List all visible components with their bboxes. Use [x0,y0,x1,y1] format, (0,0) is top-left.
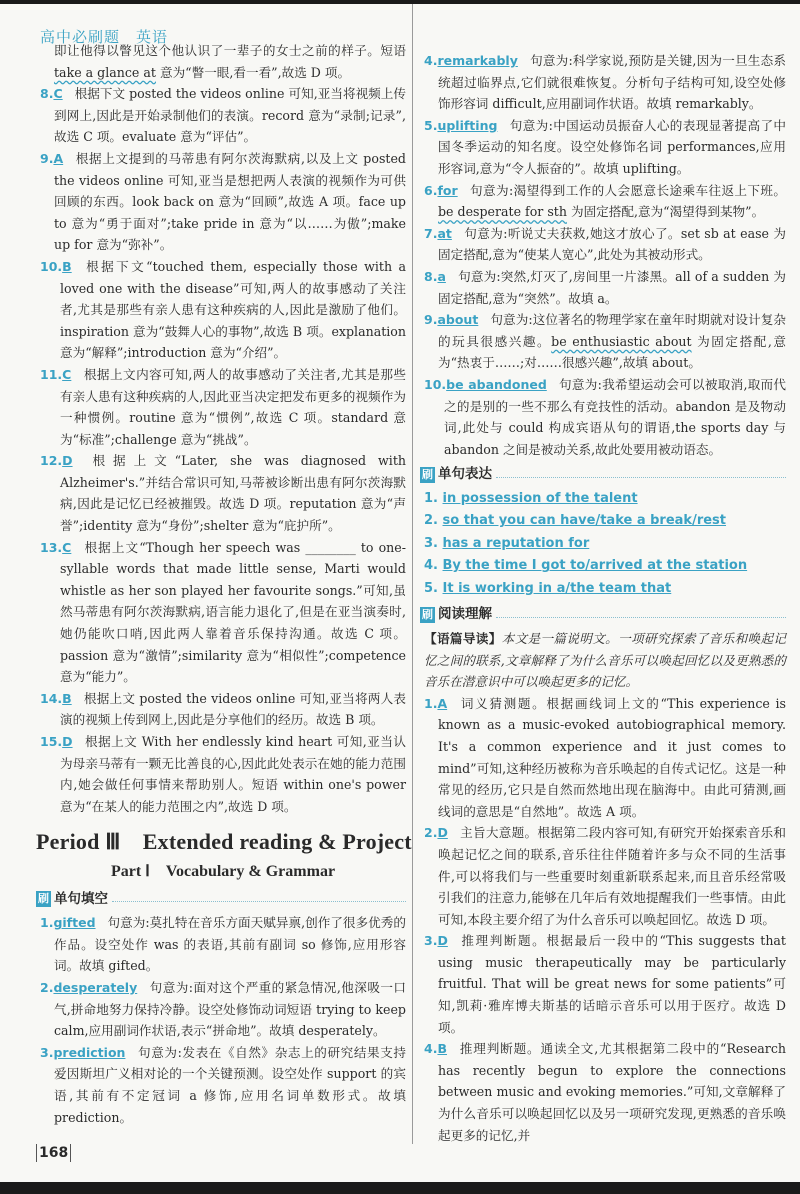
answer-key: D [437,825,448,841]
fill-answers-left [40,912,406,1128]
answer-item [424,1038,786,1146]
answer-key: at [437,225,452,241]
answer-item [40,688,406,731]
expression-answers [424,488,786,601]
explanation-text: 根据上文“Later, she was diagnosed with Alzheimer's.”并结合常识可知,马蒂被诊断出患有阿尔茨海默病,因此是记忆已经被摧毁。故选 D 项。reputation 意为“声誉”;identity 意为“身份”;shelter 意为“庇护所”。 [60,453,406,534]
explanation-text: 句意为:这位著名的物理学家在童年时期就对设计复杂的玩具很感兴趣。 [438,312,786,349]
answer-key: A [53,150,64,166]
answer-key: A [437,695,448,711]
answer-item [40,83,406,148]
explanation-text: 根据上文 posted the videos online 可知,亚当将两人表演的视频上传到网上,因此是分享他们的经历。故选 B 项。 [60,690,406,728]
item-number: 5. [424,580,438,596]
answer-key: prediction [53,1044,126,1060]
dotted-rule [112,901,406,902]
answer-item [40,450,406,536]
explanation-text: 推理判断题。根据最后一段中的“This suggests that using music therapeutically may be particularly fruitful. That will be great news for some patients”可知,凯莉·雅库博夫斯基的话暗示音乐可以用于医疗。故选 D 项。 [438,933,786,1035]
explanation-text: 为固定搭配,意为“热衷于……;对……很感兴趣”,故填 about。 [438,333,787,371]
answer-item [40,537,406,688]
explanation-text: 句意为:莫扎特在音乐方面天赋异禀,创作了很多优秀的作品。设空处作 was 的表语,其前有副词 so 修饰,应用形容词。故填 gifted。 [54,915,406,974]
fill-answers-right [424,50,786,460]
answer-item [40,1042,406,1128]
answer-key: desperately [53,979,138,995]
item-number: 11. [40,366,63,382]
right-column [424,50,786,1146]
dotted-rule [496,477,786,478]
answer-key: gifted [53,915,96,931]
answer-key: a [437,268,446,284]
answer-key: C [62,539,72,555]
item-number: 1. [424,490,438,506]
passage-guide [424,628,786,693]
period-title: Period Ⅲ Extended reading & Project [36,829,412,855]
guide-text: 本文是一篇说明文。一项研究探索了音乐和唤起记忆之间的联系,文章解释了为什么音乐可以唤起回忆以及更熟悉的音乐在潜意识中可以唤起更多的记忆。 [424,630,787,690]
item-number: 3. [40,1044,54,1060]
item-number: 3. [424,933,438,949]
answer-key: remarkably [437,53,518,68]
explanation-text: 为固定搭配,意为“渴望得到某物”。 [566,204,765,220]
item-number: 2. [40,979,54,995]
dotted-rule [496,617,786,618]
answer-item [40,148,406,256]
explanation-text: 句意为:突然,灯灭了,房间里一片漆黑。all of a sudden 为固定搭配,意为“突然”。故填 a。 [438,268,786,306]
explanation-text: 推理判断题。通读全文,尤其根据第二段中的“Research has recently begun to explore the connections between music and evoking memories.”可知,文章解释了为什么音乐可以唤起回忆以及另一项研究发现,更熟悉的音乐唤起更多的记忆,并 [438,1041,786,1143]
expression-answer: so that you can have/take a break/rest [442,513,727,529]
answer-item [424,693,786,823]
item-number: 13. [40,539,63,555]
answer-item [424,223,786,266]
explanation-text: 根据上文“Though her speech was ________ to one-syllable words that made little sense, Marti would whistle as her son played her favourite songs.”可知,虽然马蒂患有阿尔茨海默病,语言能力退化了,但是在亚当演奏时,她仍能吹口哨,因此两人靠着音乐保持沟通。故选 C 项。passion 意为“激情”;similarity 意为“相似性”;competence 意为“能力”。 [60,539,406,685]
cloze-answers [40,83,406,817]
answer-key: be abandoned [446,376,547,392]
item-number: 15. [40,734,63,749]
item-number: 8. [424,268,438,284]
book-header: 高中必刷题 英语 [40,28,169,46]
expression-answer: By the time I got to/arrived at the station [442,558,748,574]
expression-item [424,533,786,556]
reading-answers [424,693,786,1146]
answer-item [424,930,786,1038]
answer-key: C [62,366,72,382]
expression-answer: has a reputation for [442,535,590,551]
answer-key: D [62,734,73,749]
expression-item [424,488,786,511]
answer-item [40,731,406,817]
page-number: 168 [36,1144,71,1162]
brush-badge-icon: 刷 [422,468,433,482]
explanation-text: 主旨大意题。根据第二段内容可知,有研究开始探索音乐和唤起记忆之间的联系,音乐往往伴随着许多与众不同的生活事件,可以将我们与一些重要时刻重新联系起来,而且音乐经常吸引我们的注意力,能够在几年后有效地提醒我们一些事情。由此可知,本段主要介绍了为什么音乐可以唤起回忆。故选 D 项。 [438,825,786,927]
answer-item [424,50,786,115]
item-number: 6. [424,182,438,198]
item-number: 9. [40,150,54,166]
item-number: 14. [40,690,63,706]
item-number: 2. [424,825,438,841]
item-number: 9. [424,312,438,328]
item-number: 4. [424,558,438,574]
explanation-text: 根据上文提到的马蒂患有阿尔茨海默病,以及上文 posted the videos online 可知,亚当是想把两人表演的视频作为可供回顾的东西。look back on 意为“回顾”,故选 A 项。face up to 意为“勇于面对”;take pride in 意为“以……为傲”;make up for 意为“弥补”。 [54,150,406,253]
item-number: 5. [424,117,438,133]
item-number: 3. [424,535,438,551]
underlined-phrase: be desperate for sth [438,204,567,220]
explanation-text: 意为“瞥一眼,看一看”,故选 D 项。 [155,64,351,80]
left-column [36,40,412,1128]
column-divider [412,4,413,1144]
answer-item [40,364,406,450]
answer-key: uplifting [437,117,498,133]
item-number: 10. [424,376,447,392]
explanation-text: 句意为:听说丈夫获救,她这才放心了。set sb at ease 为固定搭配,意为“使某人宽心”,此处为其被动形式。 [438,225,786,263]
section-title: 单句表达 [438,466,492,483]
intro-paragraph [40,40,406,83]
explanation-text: 根据下文“touched them, especially those with a loved one with the disease”可知,两人的故事感动了关注者,尤其是那些有亲人患有这种疾病的人,因此是激励了他们。inspiration 意为“鼓舞人心的事物”,故选 B 项。explanation 意为“解释”;introduction 意为“介绍”。 [60,258,406,361]
answer-key: B [62,258,72,274]
answer-key: for [437,182,458,198]
brush-badge-icon: 刷 [38,892,49,906]
answer-key: D [437,933,448,949]
underlined-phrase: take a glance at [54,64,156,80]
answer-key: C [53,86,63,102]
answer-item [424,180,786,223]
expression-item [424,555,786,578]
explanation-text: 句意为:发表在《自然》杂志上的研究结果支持爱因斯坦广义相对论的一个关键预测。设空处作 support 的宾语,其前有不定冠词 a 修饰,应用名词单数形式。故填 prediction。 [54,1044,406,1125]
underlined-phrase: be enthusiastic about [551,333,692,349]
answer-item [40,977,406,1042]
answer-item [424,822,786,930]
explanation-text: 句意为:面对这个严重的紧急情况,他深吸一口气,拼命地努力保持冷静。设空处修饰动词短语 trying to keep calm,应用副词作状语,表示“拼命地”。故填 desperately。 [54,979,406,1039]
expression-answer: in possession of the talent [442,490,638,506]
expression-item [424,510,786,533]
book-page [0,4,800,1182]
explanation-text: 根据上文 With her endlessly kind heart 可知,亚当认为母亲马蒂有一颗无比善良的心,因此此处表示在她的能力范围内,她会做任何事情来帮助别人。短语 within one's power 意为“在某人的能力范围之内”,故选 D 项。 [60,734,406,814]
item-number: 1. [424,695,438,711]
section-title: 单句填空 [54,890,108,907]
item-number: 8. [40,86,54,102]
part-title: Part Ⅰ Vocabulary & Grammar [110,862,336,880]
item-number: 2. [424,513,438,529]
explanation-text: 句意为:科学家说,预防是关键,因为一旦生态系统超过临界点,它们就很难恢复。分析句子结构可知,设空处修饰形容词 difficult,应用副词作状语。故填 remarkably。 [438,53,786,112]
answer-key: B [62,690,72,706]
section-title: 阅读理解 [438,606,492,623]
explanation-text: 即让他得以瞥见这个他认识了一辈子的女士之前的样子。短语 [54,43,406,58]
answer-item [424,374,786,460]
answer-item [40,912,406,977]
explanation-text: 句意为:中国运动员振奋人心的表现显著提高了中国冬季运动的知名度。设空处修饰名词 performances,应用形容词,意为“令人振奋的”。故填 uplifting。 [438,117,786,176]
answer-key: D [62,453,73,469]
item-number: 7. [424,225,438,241]
expression-item [424,578,786,601]
explanation-text: 根据下文 posted the videos online 可知,亚当将视频上传到网上,因此是开始录制他们的表演。record 意为“录制;记录”,故选 C 项。evaluate 意为“评估”。 [54,86,406,145]
item-number: 1. [40,915,54,931]
brush-badge-icon: 刷 [422,608,433,622]
section-header-express [420,464,786,486]
item-number: 4. [424,1041,438,1057]
answer-item [40,256,406,364]
expression-answer: It is working in a/the team that [442,580,672,596]
answer-item [424,266,786,309]
item-number: 4. [424,53,438,68]
answer-key: B [437,1041,447,1057]
section-header-reading [420,604,786,626]
item-number: 12. [40,453,63,469]
answer-key: about [437,312,479,328]
answer-item [424,115,786,180]
item-number: 10. [40,258,63,274]
explanation-text: 词义猜测题。根据画线词上文的“This experience is known as a music-evoked autobiographical memory. It's a common experience and it just comes to mind”可知,这种经历被称为音乐唤起的自传式记忆。这是一种常见的经历,它只是自然而然地出现在脑海中。由此可猜测,画线词的意思是“自然地”。故选 A 项。 [438,695,786,819]
answer-item [424,309,786,374]
explanation-text: 根据上文内容可知,两人的故事感动了关注者,尤其是那些有亲人患有这种疾病的人,因此亚当决定把发布更多的视频作为一种惯例。routine 意为“惯例”,故选 C 项。standard 意为“标准”;challenge 意为“挑战”。 [60,366,406,447]
explanation-text: 句意为:渴望得到工作的人会愿意长途乘车往返上下班。 [469,182,786,198]
guide-label: 【语篇导读】 [424,630,502,646]
explanation-text: 句意为:我希望运动会可以被取消,取而代之的是别的一些不那么有竞技性的活动。abandon 是及物动词,此处与 could 构成宾语从句的谓语,the sports day 与 abandon 之间是被动关系,故此处要用被动语态。 [444,376,787,457]
section-header-fill [36,889,406,911]
